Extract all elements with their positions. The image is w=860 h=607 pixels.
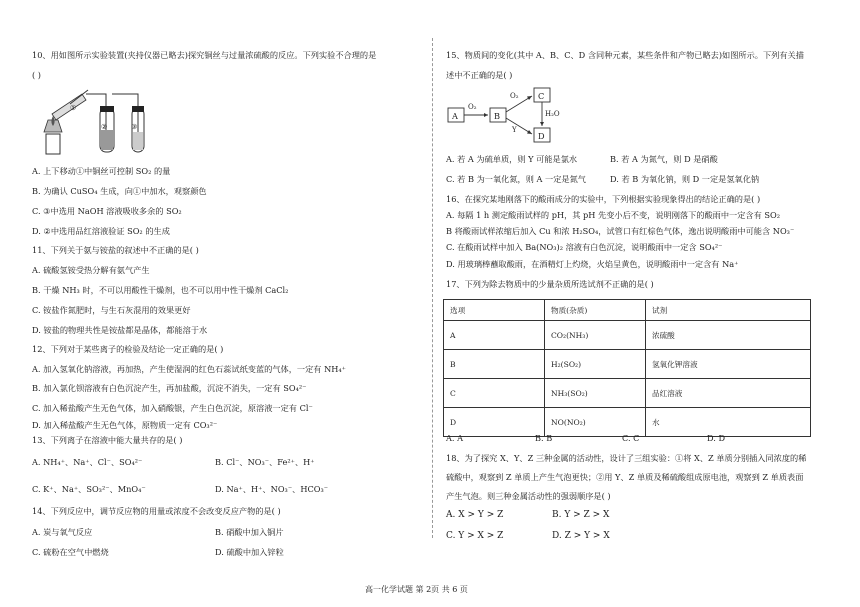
q10-label-3: ③	[131, 123, 138, 131]
q18-stem-line3: 产生气泡。则三种金属活动性的强弱顺序是( )	[446, 491, 611, 501]
table-header-cell: 物质(杂质)	[545, 300, 646, 321]
table-cell: A	[444, 321, 545, 350]
table-cell: 浓硫酸	[646, 321, 811, 350]
column-divider	[432, 38, 433, 538]
q15-node-d: D	[538, 131, 545, 141]
q10-option-a: A. 上下移动①中铜丝可控制 SO₂ 的量	[32, 166, 171, 176]
q10-stem-line2: ( )	[32, 70, 41, 80]
q15-label-o2-a: O₂	[468, 103, 477, 111]
table-cell: CO₂(NH₃)	[545, 321, 646, 350]
q10-option-d: D. ②中选用品红溶液验证 SO₂ 的生成	[32, 226, 170, 236]
page-footer: 高一化学试题 第 2页 共 6 页	[365, 585, 468, 594]
q17-option-a: A. A	[446, 433, 464, 443]
q12-option-b: B. 加入氯化钡溶液有白色沉淀产生，再加盐酸，沉淀不消失，一定有 SO₄²⁻	[32, 383, 307, 393]
q16-option-c: C. 在酸雨试样中加入 Ba(NO₃)₂ 溶液有白色沉淀，说明酸雨中一定含 SO₄²⁻	[446, 242, 723, 252]
q14-stem: 14、下列反应中，调节反应物的用量或浓度不会改变反应产物的是( )	[32, 506, 281, 516]
q18-option-d: D. Z > Y > X	[552, 531, 610, 541]
q18-option-b: B. Y > Z > X	[552, 510, 610, 520]
table-cell: C	[444, 379, 545, 408]
q17-option-b: B. B	[535, 433, 553, 443]
q17-option-d: D. D	[707, 433, 726, 443]
q15-option-a: A. 若 A 为硫单质，则 Y 可能是氯水	[446, 154, 578, 164]
q15-stem-line1: 15、物质间的变化(其中 A、B、C、D 含同种元素，某些条件和产物已略去)如图所示。下列有关描	[446, 50, 804, 60]
q18-option-a: A. X > Y > Z	[446, 510, 504, 520]
table-header-cell: 选项	[444, 300, 545, 321]
q15-label-h2o: H₂O	[545, 110, 560, 118]
q13-option-d: D. Na⁺、H⁺、NO₃⁻、HCO₃⁻	[215, 484, 329, 494]
q11-option-b: B. 干燥 NH₃ 时，不可以用酸性干燥剂，也不可以用中性干燥剂 CaCl₂	[32, 285, 289, 295]
q12-option-c: C. 加入稀盐酸产生无色气体，加入硝酸银，产生白色沉淀，原溶液一定有 Cl⁻	[32, 403, 313, 413]
q17-option-c: C. C	[622, 433, 640, 443]
q12-stem: 12、下列对于某些离子的检验及结论一定正确的是( )	[32, 344, 224, 354]
table-cell: D	[444, 408, 545, 437]
q12-option-d: D. 加入稀盐酸产生无色气体，原物质一定有 CO₃²⁻	[32, 420, 218, 430]
q10-stem-line1: 10、用如图所示实验装置(夹持仪器已略去)探究铜丝与过量浓硫酸的反应。下列实验不合理的是	[32, 50, 377, 60]
q11-stem: 11、下列关于氨与铵盐的叙述中不正确的是( )	[32, 245, 199, 255]
table-row	[444, 350, 811, 379]
q15-node-a: A	[452, 111, 458, 121]
table-header-row	[444, 300, 811, 321]
q15-stem-line2: 述中不正确的是( )	[446, 70, 513, 80]
q17-table	[443, 299, 811, 437]
q13-option-b: B. Cl⁻、NO₃⁻、Fe²⁺、H⁺	[215, 457, 315, 467]
table-cell: B	[444, 350, 545, 379]
q10-label-1: ①	[70, 104, 77, 112]
q16-option-d: D. 用玻璃棒蘸取酸雨，在酒精灯上灼烧，火焰呈黄色，说明酸雨中一定含有 Na⁺	[446, 259, 739, 269]
table-cell: NO(NO₂)	[545, 408, 646, 437]
table-cell: NH₃(SO₂)	[545, 379, 646, 408]
q14-option-c: C. 硫粉在空气中燃烧	[32, 547, 109, 557]
q12-option-a: A. 加入氢氧化钠溶液，再加热，产生使湿润的红色石蕊试纸变蓝的气体，一定有 NH₄⁺	[32, 364, 347, 374]
q15-label-o2-b: O₂	[510, 92, 519, 100]
table-row	[444, 321, 811, 350]
q16-stem: 16、在探究某地刚落下的酸雨成分的实验中，下列根据实验现象得出的结论正确的是( )	[446, 194, 761, 204]
q11-option-a: A. 硫酸氢铵受热分解有氨气产生	[32, 265, 150, 275]
table-cell: 氢氧化钾溶液	[646, 350, 811, 379]
q14-option-d: D. 硫酸中加入锌粒	[215, 547, 284, 557]
q18-option-c: C. Y > X > Z	[446, 531, 504, 541]
q13-option-c: C. K⁺、Na⁺、SO₃²⁻、MnO₄⁻	[32, 484, 146, 494]
q15-option-c: C. 若 B 为一氧化氮，则 A 一定是氮气	[446, 174, 586, 184]
q10-option-c: C. ③中选用 NaOH 溶液吸收多余的 SO₂	[32, 206, 182, 216]
q14-option-b: B. 硝酸中加入铜片	[215, 527, 284, 537]
q14-option-a: A. 炭与氧气反应	[32, 527, 93, 537]
table-header-cell: 试剂	[646, 300, 811, 321]
table-cell: 水	[646, 408, 811, 437]
q13-stem: 13、下列离子在溶液中能大量共存的是( )	[32, 435, 183, 445]
q16-option-b: B 将酸雨试样浓缩后加入 Cu 和浓 H₂SO₄，试管口有红棕色气体，逸出说明酸雨中可能含 NO₃⁻	[446, 226, 795, 236]
q11-option-c: C. 铵盐作氮肥时，与生石灰混用的效果更好	[32, 305, 191, 315]
q10-option-b: B. 为确认 CuSO₄ 生成，向①中加水，观察颜色	[32, 186, 207, 196]
q17-stem: 17、下列为除去物质中的少量杂质所选试剂不正确的是( )	[446, 279, 654, 289]
q15-label-y: Y	[512, 126, 517, 134]
q15-option-b: B. 若 A 为氮气，则 D 是硝酸	[610, 154, 718, 164]
q15-node-b: B	[494, 111, 501, 121]
q18-stem-line2: 硫酸中，观察到 Z 单质上产生气泡更快；②用 Y、Z 单质及稀硫酸组成原电池，观察到 Z 单质表面	[446, 472, 804, 482]
table-row	[444, 379, 811, 408]
q15-node-c: C	[538, 91, 545, 101]
q13-option-a: A. NH₄⁺、Na⁺、Cl⁻、SO₄²⁻	[32, 457, 143, 467]
table-cell: H₂(SO₂)	[545, 350, 646, 379]
q18-stem-line1: 18、为了探究 X、Y、Z 三种金属的活动性，设计了三组实验：①将 X、Z 单质分别插入同浓度的稀	[446, 453, 807, 463]
q16-option-a: A. 每隔 1 h 测定酸雨试样的 pH，其 pH 先变小后不变，说明刚落下的酸雨中一定含有 SO₂	[446, 210, 780, 220]
q15-option-d: D. 若 B 为氧化钠，则 D 一定是氢氧化钠	[610, 174, 760, 184]
q10-label-2: ②	[101, 123, 108, 131]
table-cell: 品红溶液	[646, 379, 811, 408]
q11-option-d: D. 铵盐的物理共性是铵盐都是晶体，都能溶于水	[32, 325, 208, 335]
